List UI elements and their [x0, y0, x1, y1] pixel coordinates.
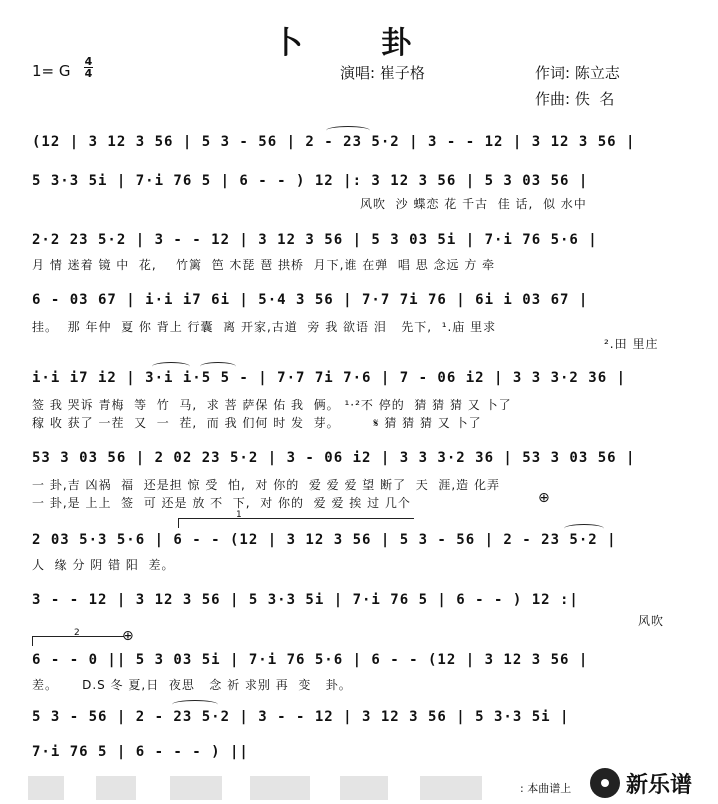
blurred-watermark: [340, 776, 388, 800]
slur: [564, 524, 604, 533]
notation-row: 7·i 76 5 | 6 - - - ) ||: [32, 744, 249, 760]
notation-row: (12 | 3 12 3 56 | 5 3 - 56 | 2 - 23 5·2 | 3 - - 12 | 3 12 3 56 |: [32, 134, 636, 150]
slur: [200, 362, 236, 371]
composer: 作曲: 佚 名: [535, 90, 615, 108]
blurred-watermark: [420, 776, 482, 800]
notation-row: 3 - - 12 | 3 12 3 56 | 5 3·3 5i | 7·i 76 5 | 6 - - ) 12 :|: [32, 592, 579, 608]
brand-logo[interactable]: 新乐谱: [626, 773, 693, 798]
page-title: 卜 卦: [272, 26, 446, 61]
time-top: 4: [84, 55, 93, 68]
lyric-row: 一 卦,吉 凶祸 福 还是担 惊 受 怕, 对 你的 爱 爱 爱 望 断了 天 涯,造 化弄: [32, 478, 500, 492]
disc-logo-icon: [590, 768, 620, 798]
volta-number: 1: [236, 510, 242, 520]
notation-row: 5 3 - 56 | 2 - 23 5·2 | 3 - - 12 | 3 12 3 56 | 5 3·3 5i |: [32, 709, 570, 725]
coda-icon: ⊕: [122, 628, 134, 644]
notation-row: 6 - - 0 || 5 3 03 5i | 7·i 76 5·6 | 6 - - (12 | 3 12 3 56 |: [32, 652, 589, 668]
blurred-watermark: [170, 776, 222, 800]
lyric-row: 挂。 那 年仲 夏 你 背上 行囊 离 开家,古道 旁 我 欲语 泪 先下, ¹.庙 里求: [32, 320, 497, 334]
lyricist: 作词: 陈立志: [535, 64, 620, 82]
coda-icon: ⊕: [538, 490, 550, 506]
notation-row: 2 03 5·3 5·6 | 6 - - (12 | 3 12 3 56 | 5 3 - 56 | 2 - 23 5·2 |: [32, 532, 617, 548]
lyric-row: 签 我 哭诉 青梅 等 竹 马, 求 菩 萨保 佑 我 俩。 ¹·²不 停的 猜 猜 猜 又 卜了: [32, 398, 512, 412]
lyric-row: 风吹 沙 蝶恋 花 千古 佳 话, 似 水中: [360, 197, 587, 211]
lyric-row: 稼 收 获了 一茬 又 一 茬, 而 我 们何 时 发 芽。 𝄋 猜 猜 猜 又 卜了: [32, 416, 482, 430]
singer: 演唱: 崔子格: [340, 64, 425, 82]
volta-bracket: [178, 518, 414, 519]
notation-row: 2·2 23 5·2 | 3 - - 12 | 3 12 3 56 | 5 3 03 5i | 7·i 76 5·6 |: [32, 232, 598, 248]
source-credit: : 本曲谱上: [520, 782, 572, 795]
time-bottom: 4: [84, 67, 93, 80]
key-signature: 1= G: [32, 62, 71, 80]
lyric-row: ².田 里庄: [604, 337, 659, 351]
slur: [152, 362, 190, 371]
time-signature: [84, 56, 93, 79]
lyric-row: 月 情 迷着 镜 中 花, 竹篱 笆 木琵 琶 拱桥 月下,谁 在弹 唱 思 念远 方 牵: [32, 258, 496, 272]
lyric-row: 差。 D.S 冬 夏,日 夜思 念 祈 求别 再 变 卦。: [32, 678, 352, 692]
lyric-row: 人 缘 分 阴 错 阳 差。: [32, 558, 175, 572]
volta-bracket-end: [32, 636, 33, 646]
blurred-watermark: [96, 776, 136, 800]
slur: [326, 126, 370, 135]
notation-row: 53 3 03 56 | 2 02 23 5·2 | 3 - 06 i2 | 3 3 3·2 36 | 53 3 03 56 |: [32, 450, 636, 466]
blurred-watermark: [28, 776, 64, 800]
lyric-row: 风吹: [638, 614, 665, 628]
notation-row: 6 - 03 67 | i·i i7 6i | 5·4 3 56 | 7·7 7i 76 | 6i i 03 67 |: [32, 292, 589, 308]
notation-row: 5 3·3 5i | 7·i 76 5 | 6 - - ) 12 |: 3 12 3 56 | 5 3 03 56 |: [32, 173, 589, 189]
notation-row: i·i i7 i2 | 3·i i·5 5 - | 7·7 7i 7·6 | 7 - 06 i2 | 3 3 3·2 36 |: [32, 370, 627, 386]
blurred-watermark: [250, 776, 310, 800]
lyric-row: 一 卦,是 上上 签 可 还是 放 不 下, 对 你的 爱 爱 挨 过 几个: [32, 496, 411, 510]
volta-bracket-end: [178, 518, 179, 528]
slur: [172, 700, 218, 709]
volta-number: 2: [74, 628, 80, 638]
